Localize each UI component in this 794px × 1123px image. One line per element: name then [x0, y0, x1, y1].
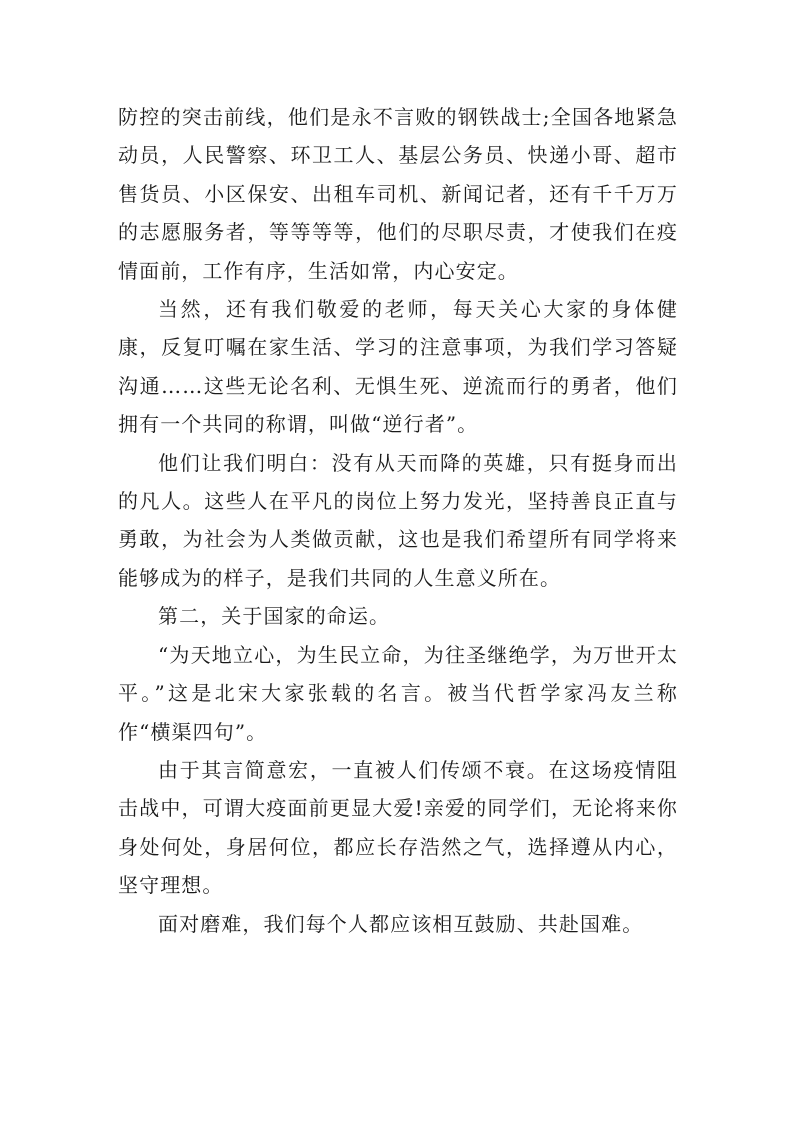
paragraph-1: 防控的突击前线，他们是永不言败的钢铁战士;全国各地紧急动员，人民警察、环卫工人、基层公务员、快递小哥、超市售货员、小区保安、出租车司机、新闻记者，还有千千万万的志愿服务者，等等等等，他们的尽职尽责，才使我们在疫情面前，工作有序，生活如常，内心安定。 — [118, 105, 678, 283]
paragraph-2: 当然，还有我们敬爱的老师，每天关心大家的身体健康，反复叮嘱在家生活、学习的注意事项，为我们学习答疑沟通……这些无论名利、无惧生死、逆流而行的勇者，他们拥有一个共同的称谓，叫做“逆行者”。 — [118, 297, 678, 437]
section-heading-second: 第二，关于国家的命运。 — [158, 604, 391, 629]
paragraph-quote: “为天地立心，为生民立命，为往圣继绝学，为万世开太平。”这是北宋大家张载的名言。被当代哲学家冯友兰称作“横渠四句”。 — [118, 642, 678, 744]
paragraph-3: 他们让我们明白：没有从天而降的英雄，只有挺身而出的凡人。这些人在平凡的岗位上努力发光，坚持善良正直与勇敢，为社会为人类做贡献，这也是我们希望所有同学将来能够成为的样子，是我们共同的人生意义所在。 — [118, 450, 678, 590]
paragraph-6: 由于其言简意宏，一直被人们传颂不衰。在这场疫情阻击战中，可谓大疫面前更显大爱!亲爱的同学们，无论将来你身处何处，身居何位，都应长存浩然之气，选择遵从内心，坚守理想。 — [118, 757, 678, 898]
paragraph-7: 面对磨难，我们每个人都应该相互鼓励、共赴国难。 — [158, 911, 644, 936]
document-page — [118, 98, 678, 943]
